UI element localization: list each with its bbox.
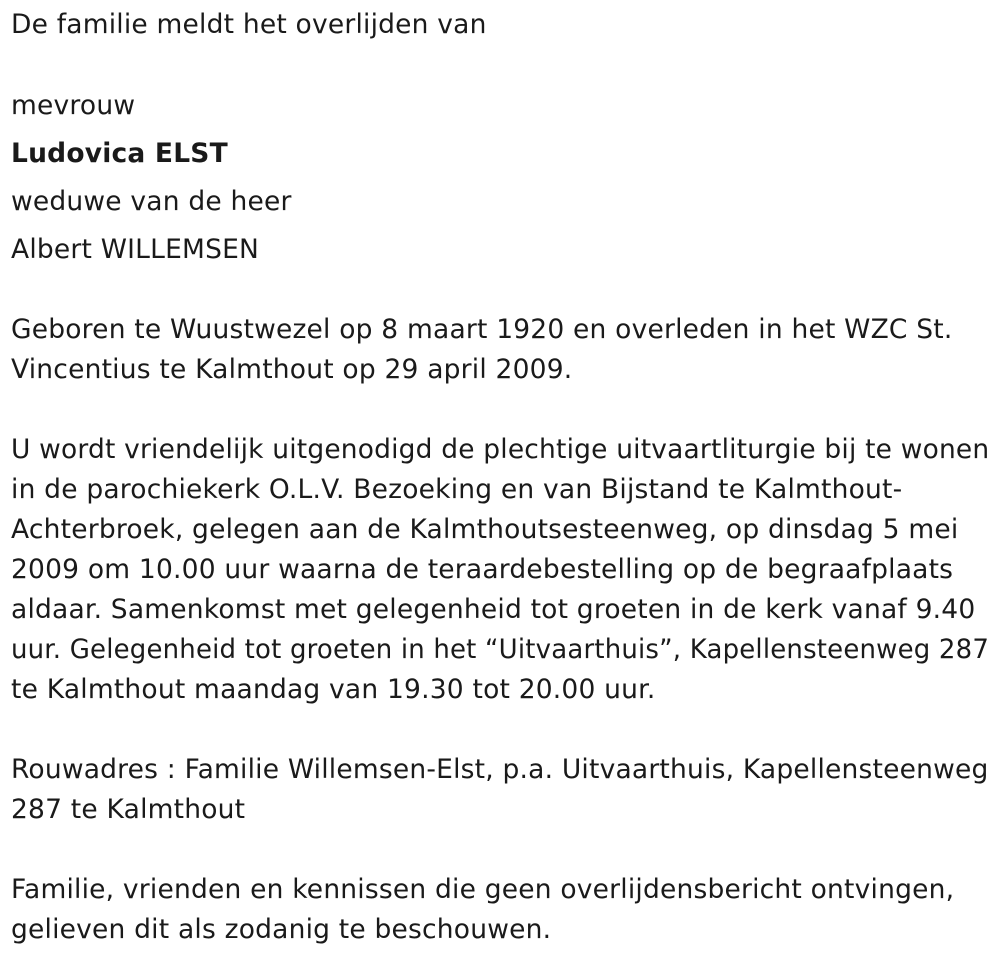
- paragraph-line: Geboren te Wuustwezel op 8 maart 1920 en overleden in het WZC St.: [11, 314, 953, 345]
- paragraph-line: U wordt vriendelijk uitgenodigd de plechtige uitvaartliturgie bij te wonen: [11, 434, 990, 465]
- paragraph-line: Achterbroek, gelegen aan de Kalmthoutsesteenweg, op dinsdag 5 mei: [11, 514, 959, 545]
- intro-text: De familie meldt het overlijden van: [11, 9, 487, 40]
- paragraph-line: te Kalmthout maandag van 19.30 tot 20.00 uur.: [11, 674, 656, 705]
- salutation: mevrouw: [11, 90, 136, 121]
- paragraph-line: Rouwadres : Familie Willemsen-Elst, p.a. Uitvaarthuis, Kapellensteenweg: [11, 754, 989, 785]
- spouse-name: Albert WILLEMSEN: [11, 234, 260, 265]
- paragraph-line: 287 te Kalmthout: [11, 794, 246, 825]
- paragraph-line: gelieven dit als zodanig te beschouwen.: [11, 914, 552, 945]
- paragraph-line: aldaar. Samenkomst met gelegenheid tot groeten in de kerk vanaf 9.40: [11, 594, 976, 625]
- widow-of-text: weduwe van de heer: [11, 186, 292, 217]
- deceased-name: Ludovica ELST: [11, 138, 228, 169]
- paragraph-line: Familie, vrienden en kennissen die geen overlijdensbericht ontvingen,: [11, 874, 955, 905]
- paragraph-line: in de parochiekerk O.L.V. Bezoeking en van Bijstand te Kalmthout-: [11, 474, 903, 505]
- paragraph-line: uur. Gelegenheid tot groeten in het “Uitvaarthuis”, Kapellensteenweg 287: [11, 634, 990, 665]
- paragraph-line: 2009 om 10.00 uur waarna de teraardebestelling op de begraafplaats: [11, 554, 954, 585]
- paragraph-line: Vincentius te Kalmthout op 29 april 2009.: [11, 354, 573, 385]
